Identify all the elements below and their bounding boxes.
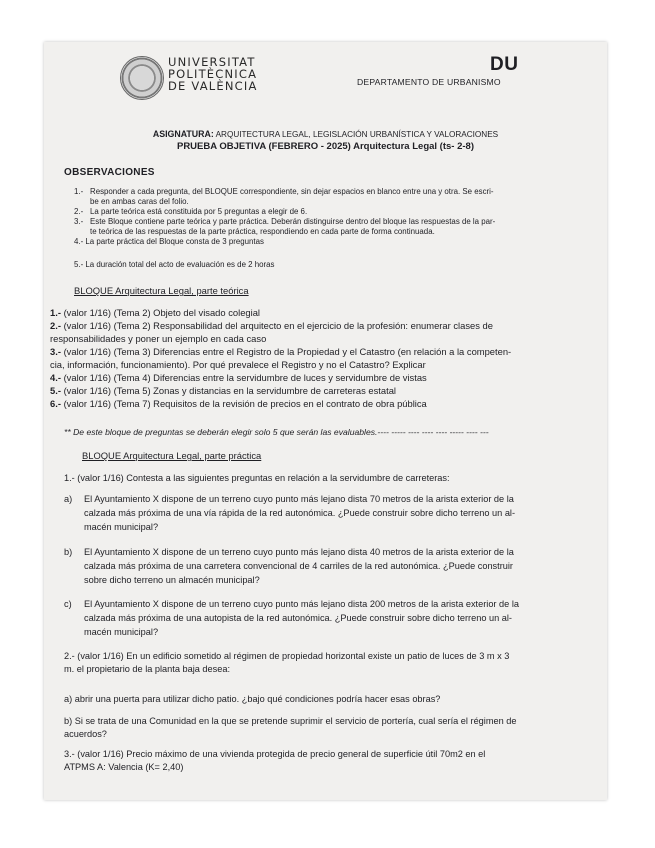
practice-question-3-line-2: ATPMS A: Valencia (K= 2,40) [64,762,184,772]
theory-question-1: 1.- (valor 1/16) (Tema 2) Objeto del visado colegial [50,307,261,318]
practice-question-3-line-1: 3.- (valor 1/16) Precio máximo de una vivienda protegida de precio general de superficie útil 70m2 en el [64,749,486,759]
theory-note: ** De este bloque de preguntas se deberán elegir solo 5 que serán las evaluables.---- ----- ---- ---- ---- ----- ---- --- [64,427,489,437]
obs-item-1-line-1: Responder a cada pregunta, del BLOQUE correspondiente, sin dejar espacios en blanco entre una y otra. Se escri- [90,187,494,196]
obs-num-1: 1.- [74,187,84,196]
bloque-practico-heading: BLOQUE Arquitectura Legal, parte práctica [82,450,262,461]
university-name: UNIVERSITAT POLITÈCNICA DE VALÈNCIA [168,55,258,93]
practice-q1-c-line-2: calzada más próxima de una autopista de la red autonómica. ¿Puede construir sobre dicho terreno un al- [84,613,512,623]
practice-question-2-line-2: m. el propietario de la planta baja desea: [64,664,230,674]
obs-num-2: 2.- [74,207,84,216]
department-code: DU [490,54,519,75]
practice-q1-label-a: a) [64,494,73,504]
practice-q1-a-line-2: calzada más próxima de una vía rápida de la red autonómica. ¿Puede construir sobre dicho terreno un al- [84,508,516,518]
university-seal-logo [120,56,164,100]
exam-sheet [44,42,607,800]
practice-question-2-a: a) abrir una puerta para utilizar dicho patio. ¿bajo qué condiciones podría hacer esas obras? [64,694,441,704]
theory-question-3-line-2: cia, información, funcionamiento). Por qué prevalece el Registro y no el Catastro? Explicar [50,359,426,370]
obs-item-4: 4.- La parte práctica del Bloque consta de 3 preguntas [74,237,264,246]
practice-q1-label-c: c) [64,599,72,609]
theory-question-2: 2.- (valor 1/16) (Tema 2) Responsabilidad del arquitecto en el ejercicio de la profesión: enumerar clases de [50,320,493,331]
theory-question-3: 3.- (valor 1/16) (Tema 3) Diferencias entre el Registro de la Propiedad y el Catastro (en relación a la competen- [50,346,512,357]
theory-question-4: 4.- (valor 1/16) (Tema 4) Diferencias entre la servidumbre de luces y servidumbre de vistas [50,372,427,383]
obs-item-3-line-1: Este Bloque contiene parte teórica y parte práctica. Deberán distinguirse dentro del bloque las respuestas de la par- [90,217,496,226]
observaciones-heading: OBSERVACIONES [64,167,155,178]
obs-item-2-line-1: La parte teórica está constituida por 5 preguntas a elegir de 6. [90,207,308,216]
practice-q1-b-line-3: sobre dicho terreno un almacén municipal? [84,575,260,585]
exam-title: PRUEBA OBJETIVA (FEBRERO - 2025) Arquitectura Legal (ts- 2-8) [176,141,474,152]
obs-item-3-line-2: te teórica de las respuestas de la parte práctica, respondiendo en cada parte de forma continuada. [90,227,435,236]
practice-question-2-b-line-2: acuerdos? [64,729,107,739]
practice-q1-b-line-1: El Ayuntamiento X dispone de un terreno cuyo punto más lejano dista 40 metros de la arista exterior de la [84,547,514,557]
practice-q1-label-b: b) [64,547,73,557]
department-name: DEPARTAMENTO DE URBANISMO [357,77,501,87]
obs-num-3: 3.- [74,217,84,226]
theory-question-6: 6.- (valor 1/16) (Tema 7) Requisitos de la revisión de precios en el contrato de obra pública [50,398,427,409]
obs-item-1-line-2: be en ambas caras del folio. [90,197,189,206]
practice-q1-c-line-3: macén municipal? [84,627,159,637]
bloque-teorico-heading: BLOQUE Arquitectura Legal, parte teórica [74,285,249,296]
practice-q1-a-line-3: macén municipal? [84,522,159,532]
practice-q1-c-line-1: El Ayuntamiento X dispone de un terreno cuyo punto más lejano dista 200 metros de la arista exterior de la [84,599,519,609]
theory-question-5: 5.- (valor 1/16) (Tema 5) Zonas y distancias en la servidumbre de carreteras estatal [50,385,396,396]
theory-question-2-line-2: responsabilidades y poner un ejemplo en cada caso [50,333,267,344]
obs-item-5: 5.- La duración total del acto de evaluación es de 2 horas [74,260,275,269]
practice-q1-b-line-2: calzada más próxima de una carretera convencional de 4 carriles de la red autonómica. ¿Puede construir [84,561,513,571]
practice-question-2-b-line-1: b) Si se trata de una Comunidad en la que se pretende suprimir el servicio de portería, cual sería el régimen de [64,716,517,726]
practice-q1-a-line-1: El Ayuntamiento X dispone de un terreno cuyo punto más lejano dista 70 metros de la arista exterior de la [84,494,514,504]
practice-question-1-intro: 1.- (valor 1/16) Contesta a las siguientes preguntas en relación a la servidumbre de carreteras: [64,473,450,483]
practice-question-2-line-1: 2.- (valor 1/16) En un edificio sometido al régimen de propiedad horizontal existe un patio de luces de 3 m x 3 [64,651,510,661]
subject-line: ASIGNATURA: ARQUITECTURA LEGAL, LEGISLACIÓN URBANÍSTICA Y VALORACIONES [152,129,499,139]
